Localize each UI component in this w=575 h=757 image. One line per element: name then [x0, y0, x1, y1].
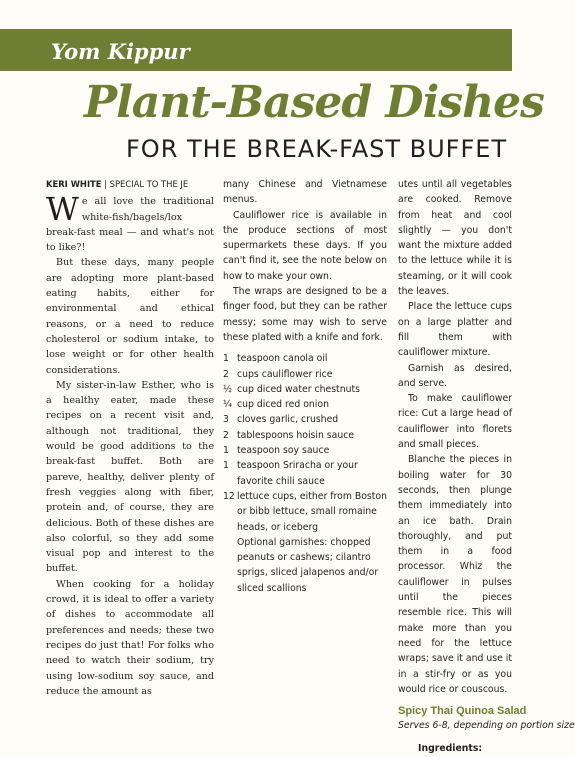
ingredient-text: cloves garlic, crushed: [237, 414, 339, 426]
ingredient-quantity: 1: [223, 460, 229, 472]
body-paragraph: When cooking for a holiday crowd, it is ideal to offer a variety of dishes to accommodate all preferences and needs; these two recipes do just that! For folks who need to watch their sodium, try using low-sodium soy sauce, and reduce the amount as: [46, 578, 214, 697]
ingredient-item: [223, 367, 387, 382]
ingredient-text: teaspoon canola oil: [237, 353, 328, 365]
ingredient-quantity: 12: [223, 490, 235, 502]
ingredient-text: tablespoons hoisin sauce: [237, 429, 355, 441]
ingredient-quantity: ½: [223, 383, 233, 395]
recipe-serves: Serves 6-8, depending on portion size: [398, 720, 575, 732]
ingredient-item: [223, 489, 387, 535]
ingredient-item: [223, 412, 387, 427]
ingredient-item: [223, 428, 387, 443]
body-paragraph: My sister-in-law Esther, who is a healthy eater, made these recipes on a recent visit and, although not traditional, they would be good additions to the break-fast buffet. Both are pareve, healthy, deliver plenty of fresh veggies along with fiber, protein and, of course, they are delicious. Both of these dishes are also colorful, so they add some visual pop and interest to the buffet.: [46, 379, 214, 575]
ingredient-list: [223, 351, 387, 596]
ingredient-quantity: 2: [223, 368, 229, 380]
body-paragraph: Blanche the pieces in boiling water for 30 seconds, then plunge them immediately into an ice bath. Drain thoroughly, and put them in a food processor. Whiz the cauliflower in pulses until the pieces resemble rice. This will make more than you need for the lettuce wraps; save it and use it in a stir-fry or as you would rice or couscous.: [398, 454, 512, 695]
body-paragraph: many Chinese and Vietnamese menus.: [223, 179, 387, 206]
ingredient-quantity: 2: [223, 429, 229, 441]
ingredient-item: [223, 458, 387, 489]
article-column-2: [223, 177, 387, 594]
byline-author: KERI WHITE: [46, 179, 102, 189]
ingredient-quantity: ¼: [223, 399, 233, 411]
paragraph-text: e all love the traditional white-fish/bagels/lox break-fast meal — and what's not to like?!: [46, 196, 214, 254]
byline: [46, 177, 214, 192]
ingredient-item: [223, 382, 387, 397]
ingredient-text: teaspoon soy sauce: [237, 445, 330, 457]
body-paragraph: To make cauliflower rice: Cut a large head of cauliflower into florets and small pieces.: [398, 393, 512, 451]
ingredient-text: cup diced red onion: [237, 399, 329, 411]
ingredient-text: lettuce cups, either from Boston or bibb lettuce, small romaine heads, or iceberg: [237, 490, 387, 533]
ingredient-quantity: 1: [223, 445, 229, 457]
article-column-1: [46, 177, 214, 697]
ingredient-item: [223, 351, 387, 366]
byline-role: | SPECIAL TO THE JE: [104, 179, 189, 189]
subheadline: FOR THE BREAK-FAST BUFFET: [126, 135, 508, 163]
ingredient-text: cups cauliflower rice: [237, 368, 333, 380]
body-paragraph: The wraps are designed to be a finger food, but they can be rather messy; some may wish to serve these plated with a knife and fork.: [223, 286, 387, 343]
body-paragraph: But these days, many people are adopting more plant-based eating habits, either for environmental and ethical reasons, or a need to reduce cholesterol or sodium intake, to lose weight or for other health considerations.: [46, 257, 214, 376]
ingredient-text: cup diced water chestnuts: [237, 383, 360, 395]
ingredient-item: [223, 397, 387, 412]
ingredient-quantity: [223, 535, 237, 596]
ingredient-text: teaspoon Sriracha or your favorite chili sauce: [237, 460, 358, 487]
ingredient-item: [223, 535, 387, 596]
ingredient-quantity: 1: [223, 353, 229, 365]
body-paragraph: Cauliflower rice is available in the produce sections of most supermarkets these days. If you can't find it, see the note below on how to make your own.: [223, 209, 387, 282]
headline: Plant-Based Dishes: [84, 77, 544, 128]
ingredients-heading: Ingredients:: [418, 743, 483, 755]
section-title: Yom Kippur: [51, 39, 190, 64]
drop-cap: W: [46, 190, 79, 229]
ingredient-text: Optional garnishes: chopped peanuts or cashews; cilantro sprigs, sliced jalapenos and/or sliced scallions: [237, 536, 379, 594]
article-column-3: [398, 177, 575, 755]
body-paragraph: Garnish as desired, and serve.: [398, 362, 512, 389]
ingredient-item: [223, 443, 387, 458]
ingredient-quantity: 3: [223, 414, 229, 426]
body-paragraph: utes until all vegetables are cooked. Remove from heat and cool slightly — you don't want the mixture added to the lettuce while it is steaming, or it will cook the leaves.: [398, 179, 512, 298]
recipe-title: Spicy Thai Quinoa Salad: [398, 705, 527, 718]
intro-paragraph: [46, 190, 214, 255]
body-paragraph: Place the lettuce cups on a large platter and fill them with cauliflower mixture.: [398, 301, 512, 359]
